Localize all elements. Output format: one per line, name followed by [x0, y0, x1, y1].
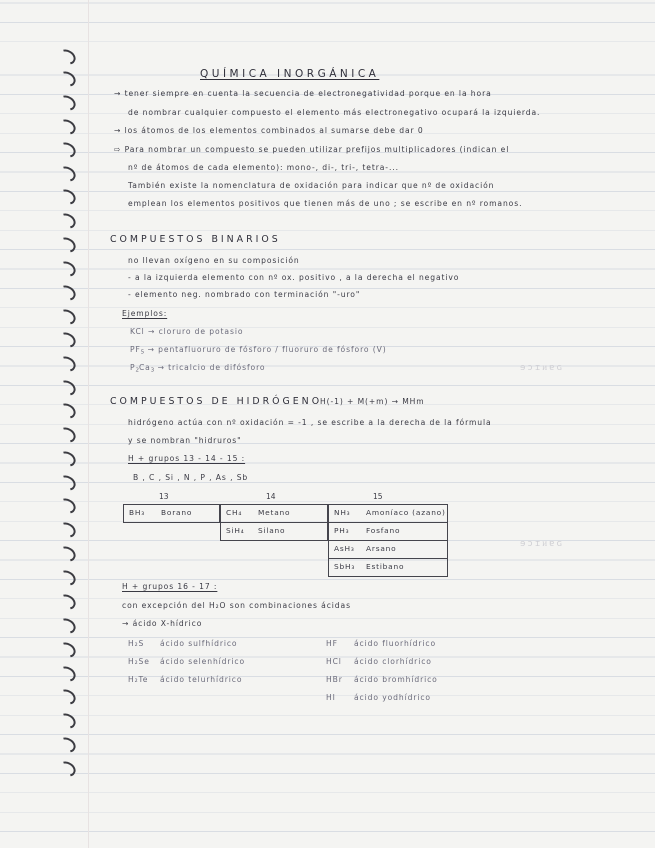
spiral-ring-icon — [56, 354, 78, 375]
spiral-ring-icon — [56, 235, 78, 256]
acid-name: ácido telurhídrico — [160, 675, 243, 684]
hydride-name: Metano — [258, 508, 291, 517]
ejemplos-label: Ejemplos: — [122, 309, 168, 318]
example-formula: KCl — [130, 327, 145, 336]
intro-line: → tener siempre en cuenta la secuencia de electronegatividad porque en la hora — [114, 89, 492, 98]
group-number-13: 13 — [159, 492, 169, 501]
table-cell-group14 — [220, 522, 328, 541]
acid-row — [326, 675, 438, 684]
hydride-name: Borano — [161, 508, 193, 517]
hidrogeno-equation: H(-1) + M(+m) → MHm — [320, 397, 425, 406]
spiral-ring-icon — [56, 378, 78, 399]
spiral-ring-icon — [56, 69, 78, 90]
binarios-line: - a la izquierda elemento con nº ox. positivo , a la derecha el negativo — [128, 273, 460, 282]
acid-formula: HI — [326, 693, 336, 702]
spiral-ring-icon — [56, 93, 78, 114]
spiral-ring-icon — [56, 520, 78, 541]
elementos-list: B , C , Si , N , P , As , Sb — [133, 473, 249, 482]
spiral-ring-icon — [56, 473, 78, 494]
grupos-13-15-heading: H + grupos 13 - 14 - 15 : — [128, 454, 246, 463]
example-formula: P — [130, 363, 136, 372]
spiral-ring-icon — [56, 711, 78, 732]
margin-line — [88, 0, 89, 848]
binarios-line: no llevan oxígeno en su composición — [128, 256, 300, 265]
hydride-name: Arsano — [366, 544, 397, 553]
spiral-ring-icon — [56, 664, 78, 685]
example-name: → cloruro de potasio — [148, 327, 244, 336]
hydride-formula: CH₄ — [226, 508, 243, 517]
spiral-ring-icon — [56, 259, 78, 280]
example-formula-tail: Ca — [138, 363, 151, 372]
spiral-ring-icon — [56, 401, 78, 422]
hydride-formula: PH₃ — [334, 526, 350, 535]
acid-row — [128, 675, 242, 684]
example-formula: PF — [130, 345, 141, 354]
spiral-ring-icon — [56, 616, 78, 637]
example-row — [130, 327, 243, 336]
grupos-16-17-heading: H + grupos 16 - 17 : — [122, 582, 218, 591]
acid-name: ácido selenhídrico — [160, 657, 246, 666]
spiral-ring-icon — [56, 330, 78, 351]
acid-name: ácido clorhídrico — [354, 657, 432, 666]
grupos-16-17-line: con excepción del H₂O son combinaciones ácidas — [122, 601, 351, 610]
table-cell-group13 — [123, 504, 220, 523]
bleed-through-mark: ɘɔɪᴎɐɢ — [520, 539, 564, 549]
spiral-ring-icon — [56, 496, 78, 517]
hydride-name: Estibano — [366, 562, 405, 571]
acid-name: ácido bromhídrico — [354, 675, 438, 684]
example-name: → pentafluoruro de fósforo / fluoruro de fósforo (V) — [147, 345, 387, 354]
section-heading-binarios: COMPUESTOS BINARIOS — [110, 234, 281, 245]
example-subscript: 3 — [150, 367, 155, 374]
hidrogeno-line: hidrógeno actúa con nº oxidación = -1 , se escribe a la derecha de la fórmula — [128, 418, 492, 427]
intro-line: ⇨ Para nombrar un compuesto se pueden utilizar prefijos multiplicadores (indican el — [114, 145, 510, 154]
spiral-ring-icon — [56, 544, 78, 565]
binarios-line: - elemento neg. nombrado con terminación "-uro" — [128, 290, 361, 299]
hydride-formula: SbH₃ — [334, 562, 356, 571]
acid-formula: H₂Te — [128, 675, 149, 684]
spiral-ring-icon — [56, 592, 78, 613]
hydride-name: Fosfano — [366, 526, 401, 535]
acid-formula: HCl — [326, 657, 342, 666]
spiral-ring-icon — [56, 687, 78, 708]
acid-name: ácido sulfhídrico — [160, 639, 238, 648]
example-row — [130, 345, 387, 356]
intro-line: emplean los elementos positivos que tienen más de uno ; se escribe en nº romanos. — [128, 199, 523, 208]
acid-row — [326, 657, 432, 666]
intro-line: nº de átomos de cada elemento): mono-, di-, tri-, tetra-... — [128, 163, 399, 172]
table-cell-group15 — [328, 558, 448, 577]
table-cell-group15 — [328, 504, 448, 523]
spiral-ring-icon — [56, 307, 78, 328]
table-cell-group15 — [328, 540, 448, 559]
hydride-name: Amoníaco (azano) — [366, 508, 446, 517]
spiral-ring-icon — [56, 47, 78, 68]
page-title: QUÍMICA INORGÁNICA — [200, 68, 380, 80]
example-subscript: 2 — [135, 367, 139, 374]
spiral-ring-icon — [56, 735, 78, 756]
spiral-ring-icon — [56, 283, 78, 304]
acid-name: ácido yodhídrico — [354, 693, 431, 702]
spiral-ring-icon — [56, 425, 78, 446]
spiral-ring-icon — [56, 211, 78, 232]
acid-formula: HBr — [326, 675, 343, 684]
spiral-ring-icon — [56, 449, 78, 470]
spiral-ring-icon — [56, 117, 78, 138]
acid-row — [326, 639, 436, 648]
acid-row — [128, 639, 237, 648]
acid-formula: HF — [326, 639, 338, 648]
table-cell-group15 — [328, 522, 448, 541]
group-number-14: 14 — [266, 492, 276, 501]
example-name: → tricalcio de difósforo — [157, 363, 266, 372]
spiral-ring-icon — [56, 187, 78, 208]
spiral-ring-icon — [56, 640, 78, 661]
table-cell-group14 — [220, 504, 328, 523]
hydride-formula: AsH₃ — [334, 544, 355, 553]
hydride-formula: NH₃ — [334, 508, 351, 517]
bleed-through-mark: ɘɔɪᴎɐɢ — [520, 363, 564, 373]
acid-formula: H₂Se — [128, 657, 150, 666]
spiral-ring-icon — [56, 140, 78, 161]
acid-row — [128, 657, 245, 666]
example-row — [130, 363, 265, 374]
hydride-formula: SiH₄ — [226, 526, 245, 535]
example-subscript: 5 — [140, 349, 145, 356]
acid-formula: H₂S — [128, 639, 145, 648]
hidrogeno-line: y se nombran "hidruros" — [128, 436, 242, 445]
intro-line: de nombrar cualquier compuesto el elemento más electronegativo ocupará la izquierda. — [128, 108, 541, 117]
acid-row — [326, 693, 431, 702]
group-number-15: 15 — [373, 492, 383, 501]
spiral-ring-icon — [56, 164, 78, 185]
hydride-name: Silano — [258, 526, 286, 535]
intro-line: → los átomos de los elementos combinados al sumarse debe dar 0 — [114, 126, 424, 135]
section-heading-hidrogeno: COMPUESTOS DE HIDRÓGENO — [110, 396, 323, 407]
grupos-16-17-line: → ácido X-hídrico — [122, 619, 203, 628]
hydride-formula: BH₃ — [129, 508, 145, 517]
acid-name: ácido fluorhídrico — [354, 639, 437, 648]
spiral-ring-icon — [56, 759, 78, 780]
intro-line: También existe la nomenclatura de oxidación para indicar que nº de oxidación — [128, 181, 495, 190]
spiral-ring-icon — [56, 568, 78, 589]
